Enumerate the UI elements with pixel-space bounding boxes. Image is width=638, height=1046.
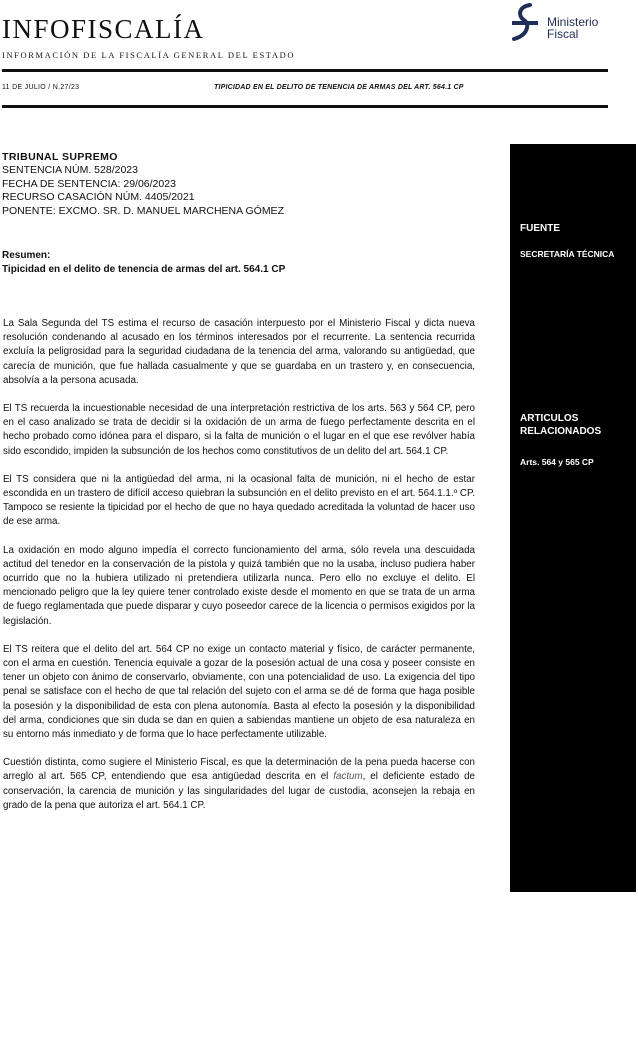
appeal-number: RECURSO CASACIÓN NÚM. 4405/2021: [2, 191, 195, 204]
related-heading-line2: RELACIONADOS: [520, 426, 602, 437]
summary-label: Resumen:: [2, 250, 51, 261]
info-sidebar: [510, 144, 636, 892]
issue-topic: TIPICIDAD EN EL DELITO DE TENENCIA DE ARMAS DEL ART. 564.1 CP: [214, 84, 464, 91]
logo-text-line1: Ministerio: [547, 15, 599, 29]
body-paragraph-3: El TS considera que ni la antigüedad del arma, ni la ocasional falta de munición, ni el hecho de estar escondida en un trastero de difícil acceso quiebran la subsunción en el delito previsto en el art. 564.1.1.º CP. Tampoco se resiente la tipicidad por el hecho de que no haya quedado acreditada la voluntad de hacer uso de ese arma.: [3, 473, 475, 528]
body-paragraph-5: El TS reitera que el delito del art. 564 CP no exige un contacto material y físico, de carácter permanente, con el arma en cuestión. Tenencia equivale a gozar de la posesión actual de una cosa y poseer consiste en tener un objeto con ánimo de conservarlo, obviamente, con una potencialidad de uso. La exigencia del tipo penal se satisface con el hecho de que tal relación del sujeto con el arma se dé de forma que haga posible la posesión y la disponibilidad de esta con plena autonomía. Basta al efecto la posesión y la disponibilidad del arma, condiciones que sin duda se dan en quien a sabiendas mantiene un objeto de esa naturaleza en su entorno más inmediato y de forma que lo hace perfectamente utilizable.: [3, 643, 475, 741]
body-paragraph-4: La oxidación en modo alguno impedía el correcto funcionamiento del arma, sólo revela una descuidada actitud del tenedor en la conservación de la pistola y quizá también que no la usaba, incluso pudiera haber ocurrido que no la hubiera utilizado ni pretendiera utilizarla nunca. Pero ello no excluye el delito. El mencionado peligro que la ley quiere tener controlado existe desde el momento en que se trata de un arma de fuego reglamentada que puede disparar y cuyo poseedor carece de la licencia o permisos exigidos por la legislación.: [3, 544, 475, 627]
related-articles-value: Arts. 564 y 565 CP: [520, 457, 594, 467]
court-name: TRIBUNAL SUPREMO: [2, 151, 118, 163]
sentence-number: SENTENCIA NÚM. 528/2023: [2, 164, 138, 177]
summary-title: Tipicidad en el delito de tenencia de armas del art. 564.1 CP: [2, 264, 286, 275]
source-heading: FUENTE: [520, 223, 560, 234]
ministerio-fiscal-logo-icon: [510, 2, 542, 44]
body-paragraph-1: La Sala Segunda del TS estima el recurso de casación interpuesto por el Ministerio Fiscal y dicta nueva resolución condenando al acusado en los términos interesados por el recurrente. La sentencia recurrida excluía la peligrosidad para la seguridad ciudadana de la tenencia del arma, valorando su antigüedad, que carecía de munición, que fue hallada casualmente y que se guardaba en un trastero y, en consecuencia, absolvía a la persona acusada.: [3, 318, 475, 386]
source-value: SECRETARÍA TÉCNICA: [520, 249, 615, 259]
logo-text-line2: Fiscal: [547, 27, 579, 41]
related-articles-heading: [520, 412, 601, 438]
publication-title: INFOFISCALÍA: [2, 14, 205, 44]
factum-term: factum: [333, 771, 363, 783]
header-divider-top: [2, 69, 608, 72]
ministerio-fiscal-logo: [510, 2, 620, 44]
related-heading-line1: ARTICULOS: [520, 413, 579, 424]
rapporteur: PONENTE: EXCMO. SR. D. MANUEL MARCHENA GÓMEZ: [2, 204, 284, 217]
body-paragraph-6-end: , el deficiente estado de conservación, la carencia de munición y las singularidades del lugar de custodia, aconsejen la rebaja en grado de la pena que autoriza el art. 564.1 CP.: [3, 771, 475, 811]
issue-date-number: 11 DE JULIO / N.27/23: [2, 84, 80, 91]
publication-subtitle: INFORMACIÓN DE LA FISCALÍA GENERAL DEL ESTADO: [2, 50, 296, 60]
header-divider-bottom: [2, 105, 608, 108]
article-body: [3, 317, 475, 827]
body-paragraph-6-start: Cuestión distinta, como sugiere el Ministerio Fiscal, es que la determinación de la pena pueda hacerse con arreglo al art. 565 CP, entendiendo que esa antigüedad descrita en el: [3, 757, 475, 783]
court-details: [2, 151, 284, 218]
body-paragraph-2: El TS recuerda la incuestionable necesidad de una interpretación restrictiva de los arts. 563 y 564 CP, pero en el caso analizado se trata de decidir si la oxidación de un arma de fuego perfectamente descrita en el hecho probado como idónea para el disparo, si la falta de munición o el lugar en el que ese revólver había sido escondido, impiden la subsunción de los hechos como constitutivos de un delito del art. 564.1 CP.: [3, 403, 475, 457]
sentence-date: FECHA DE SENTENCIA: 29/06/2023: [2, 177, 176, 190]
body-paragraph-6: [3, 756, 475, 813]
